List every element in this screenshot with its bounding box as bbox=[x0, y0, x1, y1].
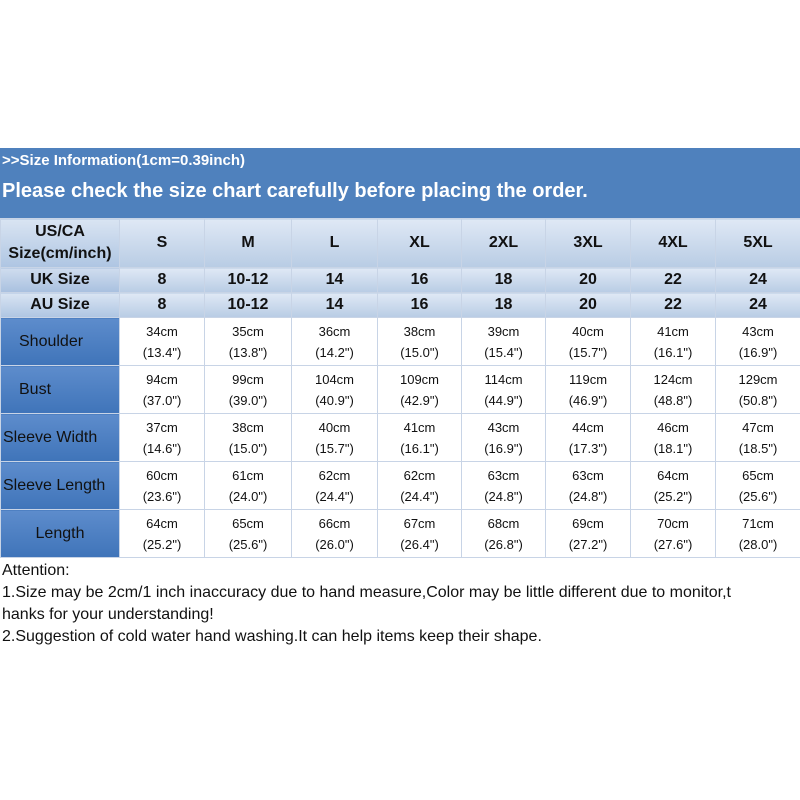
measurement-cell bbox=[292, 414, 378, 462]
attention-line-2: 2.Suggestion of cold water hand washing.It can help items keep their shape. bbox=[2, 628, 542, 645]
measurement-cell bbox=[462, 462, 546, 510]
size-header-cell: L bbox=[292, 219, 378, 268]
measurement-cell bbox=[378, 366, 462, 414]
measurement-cm: 46cm bbox=[657, 419, 689, 435]
size-header-cell: XL bbox=[378, 219, 462, 268]
measurement-cell bbox=[716, 414, 800, 462]
measurement-cm: 63cm bbox=[487, 467, 520, 483]
size-chart-table bbox=[0, 218, 800, 558]
measurement-cell bbox=[120, 462, 205, 510]
measurement-cell bbox=[546, 366, 631, 414]
measurement-inch: (15.0") bbox=[400, 344, 439, 360]
measurement-label: Bust bbox=[1, 366, 120, 414]
au-size-row-cell: 10-12 bbox=[205, 293, 292, 318]
size-header-cell: M bbox=[205, 219, 292, 268]
measurement-cm: 66cm bbox=[318, 515, 351, 531]
measurement-inch: (39.0") bbox=[228, 392, 268, 408]
measurement-cm: 61cm bbox=[232, 467, 264, 483]
uk-size-row-cell: 14 bbox=[292, 268, 378, 293]
measurement-cell bbox=[631, 462, 716, 510]
measurement-cell bbox=[205, 318, 292, 366]
measurement-inch: (16.1") bbox=[400, 440, 439, 456]
measurement-cm: 104cm bbox=[314, 371, 355, 387]
measurement-cell bbox=[716, 366, 800, 414]
measurement-cm: 41cm bbox=[403, 419, 436, 435]
measurement-cm: 94cm bbox=[146, 371, 178, 387]
measurement-cell bbox=[205, 510, 292, 558]
measurement-cell bbox=[292, 366, 378, 414]
measurement-cell bbox=[546, 414, 631, 462]
measurement-cm: 38cm bbox=[232, 419, 264, 435]
size-header-cell: S bbox=[120, 219, 205, 268]
measurement-inch: (24.4") bbox=[315, 488, 354, 504]
measurement-cm: 69cm bbox=[572, 515, 604, 531]
measurement-cell bbox=[292, 510, 378, 558]
measurement-inch: (40.9") bbox=[315, 392, 354, 408]
measurement-inch: (44.9") bbox=[484, 392, 523, 408]
attention-line-1a: 1.Size may be 2cm/1 inch inaccuracy due to hand measure,Color may be little different due to monitor,t bbox=[2, 584, 731, 601]
measurement-cell bbox=[120, 366, 205, 414]
attention-title: Attention: bbox=[2, 562, 70, 579]
measurement-inch: (27.2") bbox=[568, 536, 608, 552]
measurement-cm: 47cm bbox=[742, 419, 774, 435]
measurement-inch: (46.9") bbox=[568, 392, 608, 408]
measurement-cm: 64cm bbox=[657, 467, 689, 483]
measurement-cell bbox=[120, 510, 205, 558]
measurement-cm: 64cm bbox=[146, 515, 178, 531]
measurement-inch: (18.1") bbox=[653, 440, 693, 456]
size-header-cell: 2XL bbox=[462, 219, 546, 268]
measurement-inch: (50.8") bbox=[738, 392, 778, 408]
measurement-row bbox=[1, 462, 800, 510]
au-size-row-cell: 14 bbox=[292, 293, 378, 318]
measurement-label: Length bbox=[1, 510, 120, 558]
uk-size-row-cell: 22 bbox=[631, 268, 716, 293]
measurement-label: Sleeve Width bbox=[1, 414, 120, 462]
measurement-cm: 62cm bbox=[403, 467, 436, 483]
us-size-label: US/CA Size(cm/inch) bbox=[1, 219, 120, 268]
uk-size-row-label: UK Size bbox=[1, 268, 120, 293]
measurement-cm: 36cm bbox=[318, 323, 351, 339]
measurement-cell bbox=[631, 318, 716, 366]
measurement-inch: (28.0") bbox=[738, 536, 778, 552]
measurement-cm: 35cm bbox=[232, 323, 264, 339]
measurement-cm: 109cm bbox=[399, 371, 440, 387]
uk-size-row bbox=[1, 268, 800, 293]
us-size-row bbox=[1, 219, 800, 268]
measurement-inch: (16.1") bbox=[653, 344, 693, 360]
measurement-label: Shoulder bbox=[1, 318, 120, 366]
measurement-cm: 129cm bbox=[738, 371, 778, 387]
measurement-inch: (25.6") bbox=[228, 536, 268, 552]
measurement-row bbox=[1, 318, 800, 366]
uk-size-row-cell: 18 bbox=[462, 268, 546, 293]
uk-size-row-cell: 8 bbox=[120, 268, 205, 293]
measurement-inch: (13.4") bbox=[142, 344, 182, 360]
measurement-cm: 99cm bbox=[232, 371, 264, 387]
measurement-cell bbox=[378, 510, 462, 558]
measurement-cell bbox=[716, 510, 800, 558]
measurement-label: Sleeve Length bbox=[1, 462, 120, 510]
measurement-cell bbox=[462, 414, 546, 462]
measurement-cell bbox=[631, 414, 716, 462]
measurement-cm: 38cm bbox=[403, 323, 436, 339]
measurement-cell bbox=[631, 510, 716, 558]
measurement-inch: (26.4") bbox=[400, 536, 439, 552]
au-size-row-label: AU Size bbox=[1, 293, 120, 318]
measurement-inch: (42.9") bbox=[400, 392, 439, 408]
attention-notes bbox=[2, 560, 798, 648]
measurement-cm: 124cm bbox=[653, 371, 693, 387]
measurement-inch: (16.9") bbox=[738, 344, 778, 360]
measurement-cell bbox=[205, 462, 292, 510]
size-header-cell: 4XL bbox=[631, 219, 716, 268]
measurement-cm: 63cm bbox=[572, 467, 604, 483]
au-size-row-cell: 8 bbox=[120, 293, 205, 318]
measurement-cell bbox=[120, 318, 205, 366]
measurement-inch: (15.7") bbox=[568, 344, 608, 360]
measurement-cell bbox=[292, 462, 378, 510]
measurement-cell bbox=[546, 462, 631, 510]
measurement-inch: (23.6") bbox=[142, 488, 182, 504]
measurement-cm: 43cm bbox=[742, 323, 774, 339]
measurement-cm: 44cm bbox=[572, 419, 604, 435]
measurement-cell bbox=[716, 462, 800, 510]
measurement-cm: 70cm bbox=[657, 515, 689, 531]
measurement-inch: (25.2") bbox=[653, 488, 693, 504]
measurement-cm: 62cm bbox=[318, 467, 351, 483]
measurement-cm: 37cm bbox=[146, 419, 178, 435]
size-check-notice: Please check the size chart carefully before placing the order. bbox=[2, 180, 588, 202]
measurement-cm: 68cm bbox=[487, 515, 520, 531]
measurement-cm: 39cm bbox=[487, 323, 520, 339]
measurement-cm: 34cm bbox=[146, 323, 178, 339]
measurement-cell bbox=[292, 318, 378, 366]
measurement-cell bbox=[462, 366, 546, 414]
uk-size-row-cell: 20 bbox=[546, 268, 631, 293]
measurement-inch: (26.8") bbox=[484, 536, 523, 552]
measurement-inch: (16.9") bbox=[484, 440, 523, 456]
measurement-cell bbox=[462, 318, 546, 366]
measurement-cell bbox=[205, 414, 292, 462]
au-size-row-cell: 22 bbox=[631, 293, 716, 318]
measurement-inch: (17.3") bbox=[568, 440, 608, 456]
measurement-cell bbox=[462, 510, 546, 558]
measurement-inch: (48.8") bbox=[653, 392, 693, 408]
measurement-inch: (24.8") bbox=[484, 488, 523, 504]
measurement-cm: 114cm bbox=[484, 371, 523, 387]
au-size-row-cell: 18 bbox=[462, 293, 546, 318]
measurement-inch: (27.6") bbox=[653, 536, 693, 552]
measurement-cell bbox=[716, 318, 800, 366]
measurement-cm: 60cm bbox=[146, 467, 178, 483]
size-info-title: >>Size Information(1cm=0.39inch) bbox=[2, 152, 245, 169]
measurement-inch: (15.0") bbox=[228, 440, 268, 456]
measurement-cell bbox=[120, 414, 205, 462]
measurement-cm: 40cm bbox=[318, 419, 351, 435]
measurement-row bbox=[1, 510, 800, 558]
measurement-cell bbox=[378, 462, 462, 510]
measurement-inch: (14.6") bbox=[142, 440, 182, 456]
measurement-inch: (25.2") bbox=[142, 536, 182, 552]
au-size-row-cell: 24 bbox=[716, 293, 800, 318]
size-header-cell: 3XL bbox=[546, 219, 631, 268]
measurement-inch: (24.4") bbox=[400, 488, 439, 504]
measurement-cm: 65cm bbox=[742, 467, 774, 483]
measurement-inch: (25.6") bbox=[738, 488, 778, 504]
attention-line-1b: hanks for your understanding! bbox=[2, 606, 214, 623]
uk-size-row-cell: 16 bbox=[378, 268, 462, 293]
measurement-inch: (37.0") bbox=[142, 392, 182, 408]
measurement-cell bbox=[378, 318, 462, 366]
measurement-inch: (14.2") bbox=[315, 344, 354, 360]
measurement-inch: (24.8") bbox=[568, 488, 608, 504]
au-size-row-cell: 16 bbox=[378, 293, 462, 318]
measurement-cell bbox=[205, 366, 292, 414]
size-header-cell: 5XL bbox=[716, 219, 800, 268]
size-info-banner bbox=[0, 148, 800, 218]
measurement-cell bbox=[546, 510, 631, 558]
uk-size-row-cell: 24 bbox=[716, 268, 800, 293]
measurement-cell bbox=[631, 366, 716, 414]
measurement-inch: (13.8") bbox=[228, 344, 268, 360]
measurement-cm: 43cm bbox=[487, 419, 520, 435]
au-size-row bbox=[1, 293, 800, 318]
measurement-cm: 67cm bbox=[403, 515, 436, 531]
uk-size-row-cell: 10-12 bbox=[205, 268, 292, 293]
measurement-cell bbox=[378, 414, 462, 462]
measurement-cm: 71cm bbox=[742, 515, 774, 531]
measurement-row bbox=[1, 366, 800, 414]
measurement-inch: (26.0") bbox=[315, 536, 354, 552]
measurement-cm: 119cm bbox=[568, 371, 608, 387]
au-size-row-cell: 20 bbox=[546, 293, 631, 318]
measurement-cm: 40cm bbox=[572, 323, 604, 339]
measurement-cm: 41cm bbox=[657, 323, 689, 339]
measurement-cm: 65cm bbox=[232, 515, 264, 531]
measurement-inch: (18.5") bbox=[738, 440, 778, 456]
measurement-cell bbox=[546, 318, 631, 366]
measurement-inch: (15.7") bbox=[315, 440, 354, 456]
measurement-inch: (15.4") bbox=[484, 344, 523, 360]
measurement-row bbox=[1, 414, 800, 462]
measurement-inch: (24.0") bbox=[228, 488, 268, 504]
